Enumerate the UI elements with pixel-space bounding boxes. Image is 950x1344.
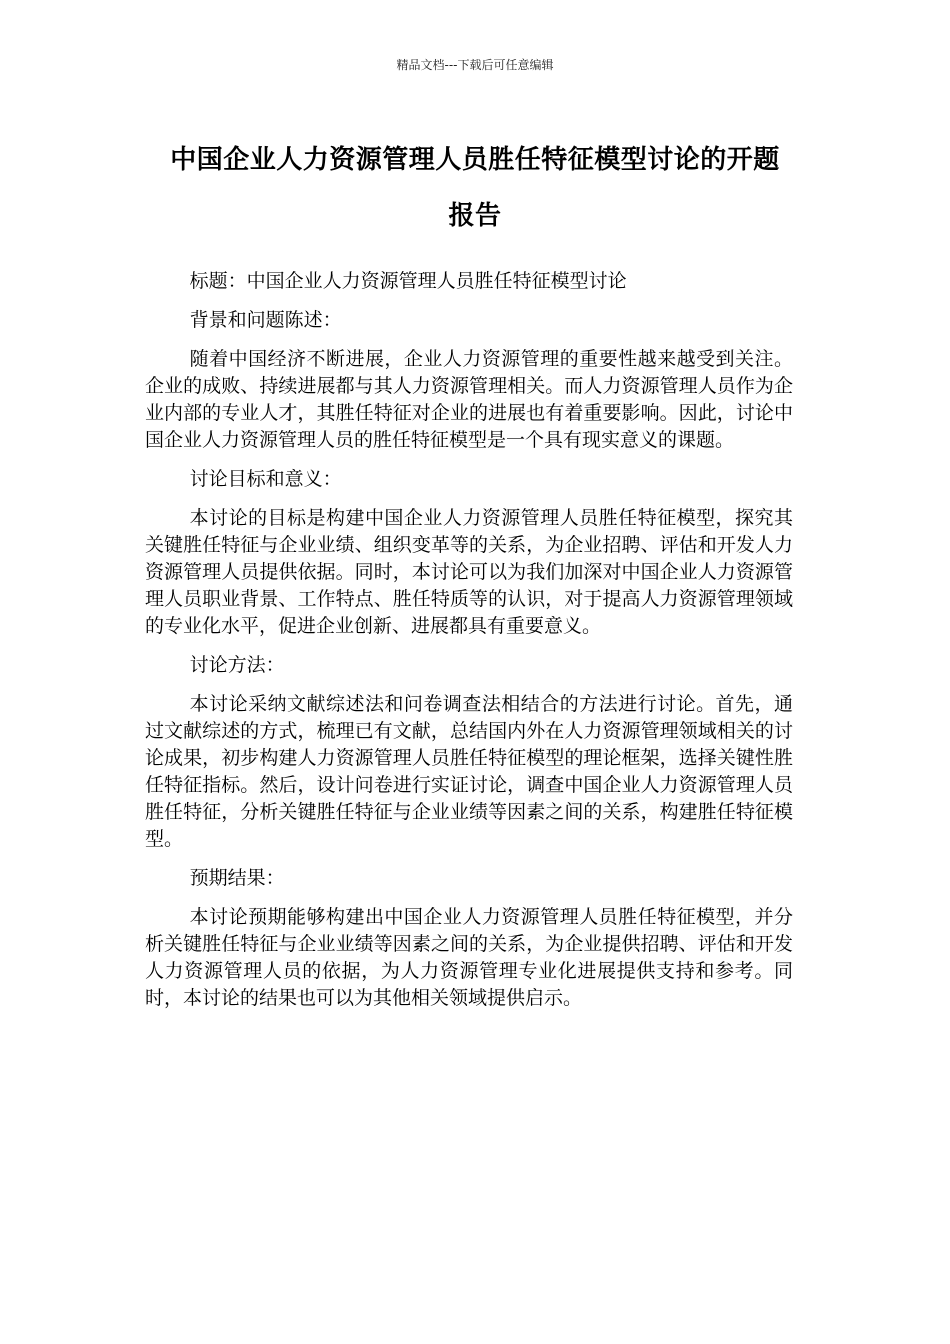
section-body-results: 本讨论预期能够构建出中国企业人力资源管理人员胜任特征模型，并分析关键胜任特征与企业业绩等因素之间的关系，为企业提供招聘、评估和开发人力资源管理人员的依据，为人力资源管理专业化进展提供支持和参考。同时，本讨论的结果也可以为其他相关领域提供启示。 [145,906,793,1009]
document-title-line-1: 中国企业人力资源管理人员胜任特征模型讨论的开题 [170,145,780,175]
section-heading-results: 预期结果： [189,867,285,889]
document-title [120,132,830,244]
section-body-background: 随着中国经济不断进展，企业人力资源管理的重要性越来越受到关注。企业的成败、持续进展都与其人力资源管理相关。而人力资源管理人员作为企业内部的专业人才，其胜任特征对企业的进展也有着重要影响。因此，讨论中国企业人力资源管理人员的胜任特征模型是一个具有现实意义的课题。 [145,348,793,451]
section-heading-methods: 讨论方法： [189,654,285,676]
section-heading-background: 背景和问题陈述： [189,309,342,331]
document-title-line-2: 报告 [448,201,502,231]
topic-line: 标题：中国企业人力资源管理人员胜任特征模型讨论 [189,270,627,292]
section-heading-goals: 讨论目标和意义： [189,468,342,490]
section-body-methods: 本讨论采纳文献综述法和问卷调查法相结合的方法进行讨论。首先，通过文献综述的方式，梳理已有文献，总结国内外在人力资源管理领域相关的讨论成果，初步构建人力资源管理人员胜任特征模型的理论框架，选择关键性胜任特征指标。然后，设计问卷进行实证讨论，调查中国企业人力资源管理人员胜任特征，分析关键胜任特征与企业业绩等因素之间的关系，构建胜任特征模型。 [145,693,793,850]
section-body-goals: 本讨论的目标是构建中国企业人力资源管理人员胜任特征模型，探究其关键胜任特征与企业业绩、组织变革等的关系，为企业招聘、评估和开发人力资源管理人员提供依据。同时，本讨论可以为我们加深对中国企业人力资源管理人员职业背景、工作特点、胜任特质等的认识，对于提高人力资源管理领域的专业化水平，促进企业创新、进展都具有重要意义。 [145,507,793,637]
header-note: 精品文档---下载后可任意编辑 [396,58,554,72]
document-body [145,268,793,1024]
